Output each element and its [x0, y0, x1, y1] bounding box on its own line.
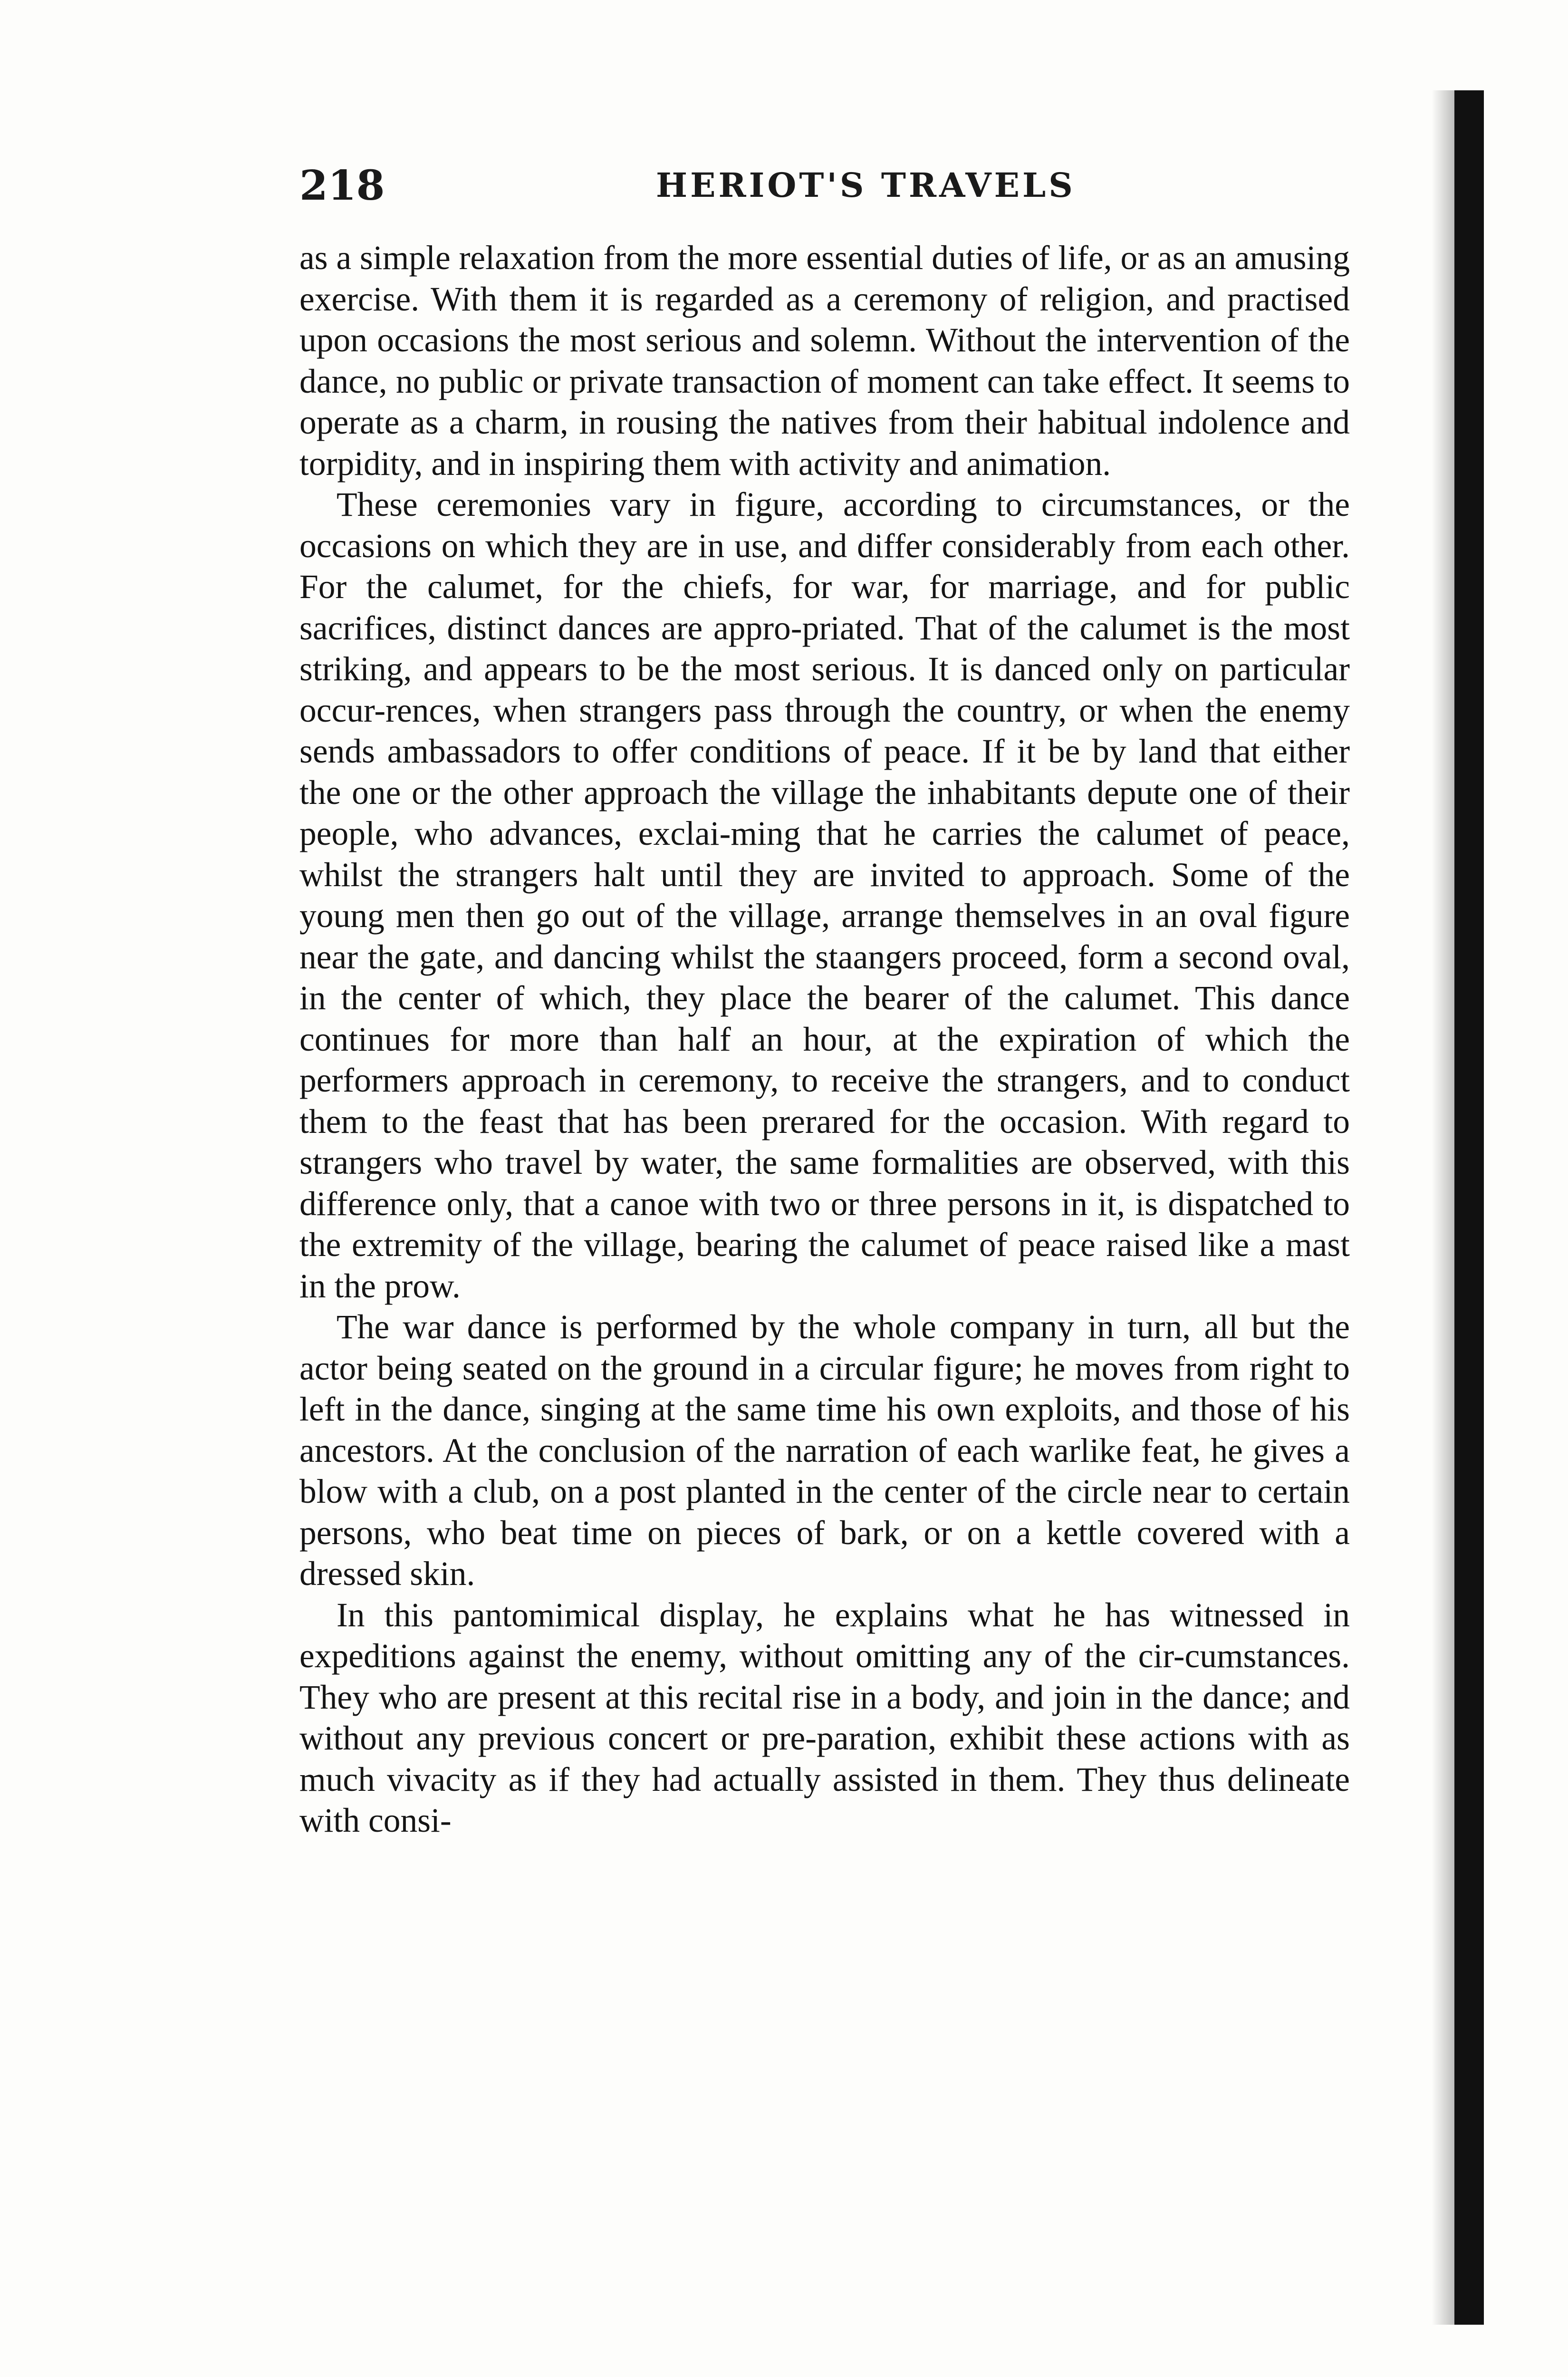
- paragraph: The war dance is performed by the whole company in turn, all but the actor being seated on the ground in a circular figure; he moves from right to left in the dance, singing at the same time his own exploits, and those of his ancestors. At the conclusion of the narration of each warlike feat, he gives a blow with a club, on a post planted in the center of the circle near to certain persons, who beat time on pieces of bark, or on a kettle covered with a dressed skin.: [299, 1308, 1350, 1593]
- binding-shadow: [1432, 90, 1454, 2325]
- body-text: [299, 238, 1350, 1842]
- paragraph: as a simple relaxation from the more essential duties of life, or as an amusing exercise. With them it is regarded as a ceremony of religion, and practised upon occasions the most serious and solemn. Without the intervention of the dance, no public or private transaction of moment can take effect. It seems to operate as a charm, in rousing the natives from their habitual indolence and torpidity, and in inspiring them with activity and animation.: [299, 239, 1350, 483]
- running-head: HERIOT'S TRAVELS: [656, 165, 1076, 205]
- page-number: 218: [299, 162, 385, 210]
- paragraph: These ceremonies vary in figure, according to circumstances, or the occasions on which they are in use, and differ considerably from each other. For the calumet, for the chiefs, for war, for marriage, and for public sacrifices, distinct dances are appro-priated. That of the calumet is the most striking, and appears to be the most serious. It is danced only on particular occur-rences, when strangers pass through the country, or when the enemy sends ambassadors to offer conditions of peace. If it be by land that either the one or the other approach the village the inhabitants depute one of their people, who advances, exclai-ming that he carries the calumet of peace, whilst the strangers halt until they are invited to approach. Some of the young men then go out of the village, arrange themselves in an oval figure near the gate, and dancing whilst the staangers proceed, form a second oval, in the center of which, they place the bearer of the calumet. This dance continues for more than half an hour, at the expiration of which the performers approach in ceremony, to receive the strangers, and to conduct them to the feast that has been prerared for the occasion. With regard to strangers who travel by water, the same formalities are observed, with this difference only, that a canoe with two or three persons in it, is dispatched to the extremity of the village, bearing the calumet of peace raised like a mast in the prow.: [299, 486, 1350, 1305]
- page-header: [299, 162, 1345, 219]
- paragraph: In this pantomimical display, he explains what he has witnessed in expeditions against the enemy, without omitting any of the cir-cumstances. They who are present at this recital rise in a body, and join in the dance; and without any previous concert or pre-paration, exhibit these actions with as much vivacity as if they had actually assisted in them. They thus delineate with consi-: [299, 1596, 1350, 1839]
- book-spine-edge: [1454, 90, 1484, 2325]
